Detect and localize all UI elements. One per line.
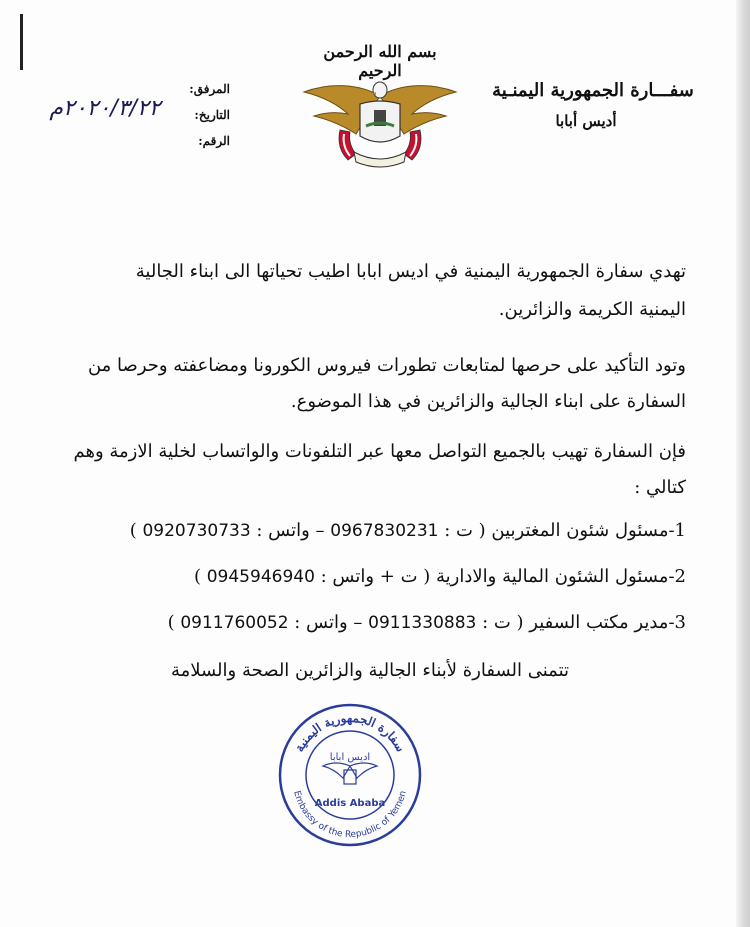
embassy-title: سفـــارة الجمهورية اليمنـية (492, 80, 694, 101)
embassy-seal-icon (275, 700, 425, 850)
contact-2-label: 2-مسئول الشئون المالية والادارية ( ت + واتس : (320, 566, 686, 587)
contact-line-1 (66, 520, 686, 541)
basmala: بسم الله الرحمن الرحيم (323, 42, 437, 80)
seal-arabic-ring: سفارة الجمهورية اليمنية (292, 710, 408, 755)
contact-3-whatsapp: 0911760052 (180, 613, 289, 633)
contact-1-close: ) (129, 520, 137, 541)
seal-city-english: Addis Ababa (314, 798, 386, 809)
contact-3-whatsapp-label: – واتس : (294, 612, 363, 633)
contact-line-3 (66, 612, 686, 633)
paragraph-3-line-1: فإن السفارة تهيب بالجميع التواصل معها عبر التلفونات والواتساب لخلية الازمة وهم (73, 441, 686, 462)
embassy-city: أديس أبابا (555, 112, 617, 130)
contact-2-phone: 0945946940 (206, 567, 315, 587)
paragraph-2-line-2: السفارة على ابناء الجالية والزائرين في هذا الموضوع. (290, 391, 686, 412)
page-edge-shadow (736, 0, 750, 927)
contact-line-2 (66, 566, 686, 587)
contact-1-whatsapp: 0920730733 (142, 521, 251, 541)
top-left-mark (20, 14, 23, 70)
paragraph-3-line-2: كتالي : (634, 477, 686, 498)
seal-english-ring: Embassy of the Republic of Yemen (291, 789, 409, 841)
contact-3-label: 3-مدير مكتب السفير ( ت : (482, 612, 686, 633)
contact-1-phone: 0967830231 (330, 521, 439, 541)
contact-1-whatsapp-label: – واتس : (256, 520, 325, 541)
date-label: التاريخ: (194, 108, 230, 122)
contact-3-phone: 0911330883 (368, 613, 477, 633)
paragraph-1-line-1: تهدي سفارة الجمهورية اليمنية في اديس ابابا اطيب تحياتها الى ابناء الجالية (135, 261, 686, 282)
reference-label: الرقم: (198, 134, 230, 148)
closing-line: تتمنى السفارة لأبناء الجالية والزائرين الصحة والسلامة (170, 660, 570, 681)
yemen-emblem-icon (300, 74, 460, 170)
contact-2-close: ) (193, 566, 201, 587)
handwritten-date: ٢٠٢٠/٣/٢٢م (49, 96, 161, 121)
paragraph-2-line-1: وتود التأكيد على حرصها لمتابعات تطورات فيروس الكورونا ومضاعفته وحرصا من (87, 355, 686, 376)
contact-1-label: 1-مسئول شئون المغتربين ( ت : (444, 520, 686, 541)
seal-city-arabic: اديس ابابا (329, 752, 371, 763)
paragraph-1-line-2: اليمنية الكريمة والزائرين. (498, 299, 686, 320)
contact-3-close: ) (167, 612, 175, 633)
attachment-label: المرفق: (189, 82, 230, 96)
